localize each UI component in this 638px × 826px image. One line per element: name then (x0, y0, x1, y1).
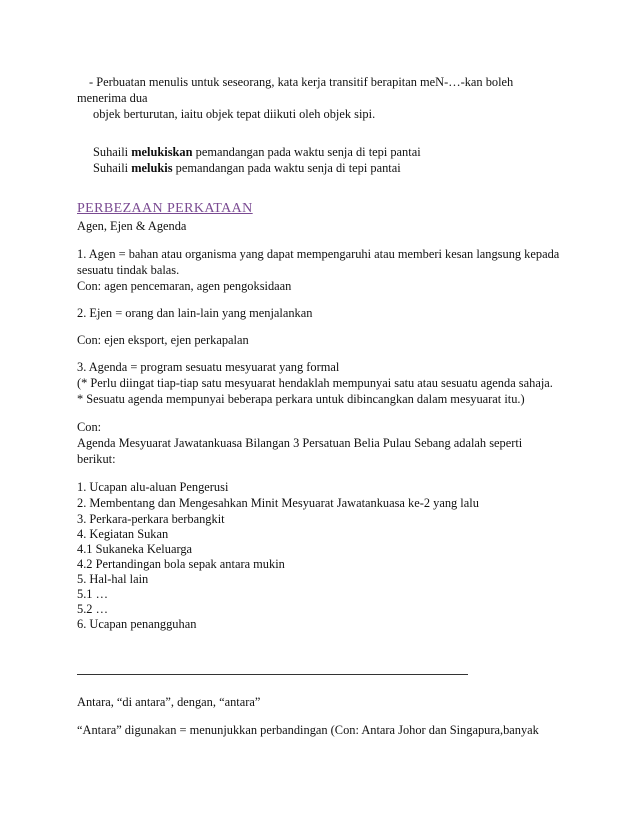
example-sentence-2 (93, 161, 401, 175)
example-rest: pemandangan pada waktu senja di tepi pantai (195, 145, 421, 159)
agenda-list-item: 1. Ucapan alu-aluan Pengerusi (77, 480, 229, 494)
agenda-example-line-2: berikut: (77, 452, 116, 466)
agenda-example-line-1: Agenda Mesyuarat Jawatankuasa Bilangan 3 Persatuan Belia Pulau Sebang adalah seperti (77, 436, 523, 450)
antara-definition: “Antara” digunakan = menunjukkan perbandingan (Con: Antara Johor dan Singapura,banyak (77, 723, 539, 737)
agen-definition-line-1: 1. Agen = bahan atau organisma yang dapat mempengaruhi atau memberi kesan langsung kepada (77, 247, 560, 261)
agenda-list-item: 5. Hal-hal lain (77, 572, 149, 586)
intro-line-3: objek berturutan, iaitu objek tepat diikuti oleh objek sipi. (93, 107, 376, 121)
example-sentence-1 (93, 145, 421, 159)
agenda-note-1: (* Perlu diingat tiap-tiap satu mesyuarat hendaklah mempunyai satu atau sesuatu agenda sahaja. (77, 376, 553, 390)
agenda-list-item: 5.1 … (77, 587, 108, 601)
agenda-definition: 3. Agenda = program sesuatu mesyuarat yang formal (77, 360, 340, 374)
agenda-list-item: 5.2 … (77, 602, 108, 616)
ejen-definition: 2. Ejen = orang dan lain-lain yang menjalankan (77, 306, 313, 320)
agenda-list-item: 3. Perkara-perkara berbangkit (77, 512, 225, 526)
horizontal-divider (77, 674, 468, 675)
example-verb: melukiskan (131, 145, 193, 159)
agenda-list-item: 4.2 Pertandingan bola sepak antara mukin (77, 557, 285, 571)
example-rest: pemandangan pada waktu senja di tepi pantai (175, 161, 401, 175)
section-heading: PERBEZAAN PERKATAAN (77, 201, 253, 216)
antara-title: Antara, “di antara”, dengan, “antara” (77, 695, 261, 709)
agenda-note-2: * Sesuatu agenda mempunyai beberapa perkara untuk dibincangkan dalam mesyuarat itu.) (77, 392, 525, 406)
intro-line-2: menerima dua (77, 91, 148, 105)
agenda-list-item: 6. Ucapan penangguhan (77, 617, 197, 631)
agenda-list-item: 4.1 Sukaneka Keluarga (77, 542, 193, 556)
ejen-example: Con: ejen eksport, ejen perkapalan (77, 333, 249, 347)
section-subheading: Agen, Ejen & Agenda (77, 219, 187, 233)
intro-line-1: - Perbuatan menulis untuk seseorang, kata kerja transitif berapitan meN-…-kan boleh (89, 75, 514, 89)
agen-example: Con: agen pencemaran, agen pengoksidaan (77, 279, 292, 293)
example-verb: melukis (131, 161, 173, 175)
agenda-list-item: 2. Membentang dan Mengesahkan Minit Mesyuarat Jawatankuasa ke-2 yang lalu (77, 496, 479, 510)
agenda-list-item: 4. Kegiatan Sukan (77, 527, 169, 541)
agen-definition-line-2: sesuatu tindak balas. (77, 263, 180, 277)
example-subject: Suhaili (93, 145, 129, 159)
agenda-con-label: Con: (77, 420, 102, 434)
example-subject: Suhaili (93, 161, 129, 175)
